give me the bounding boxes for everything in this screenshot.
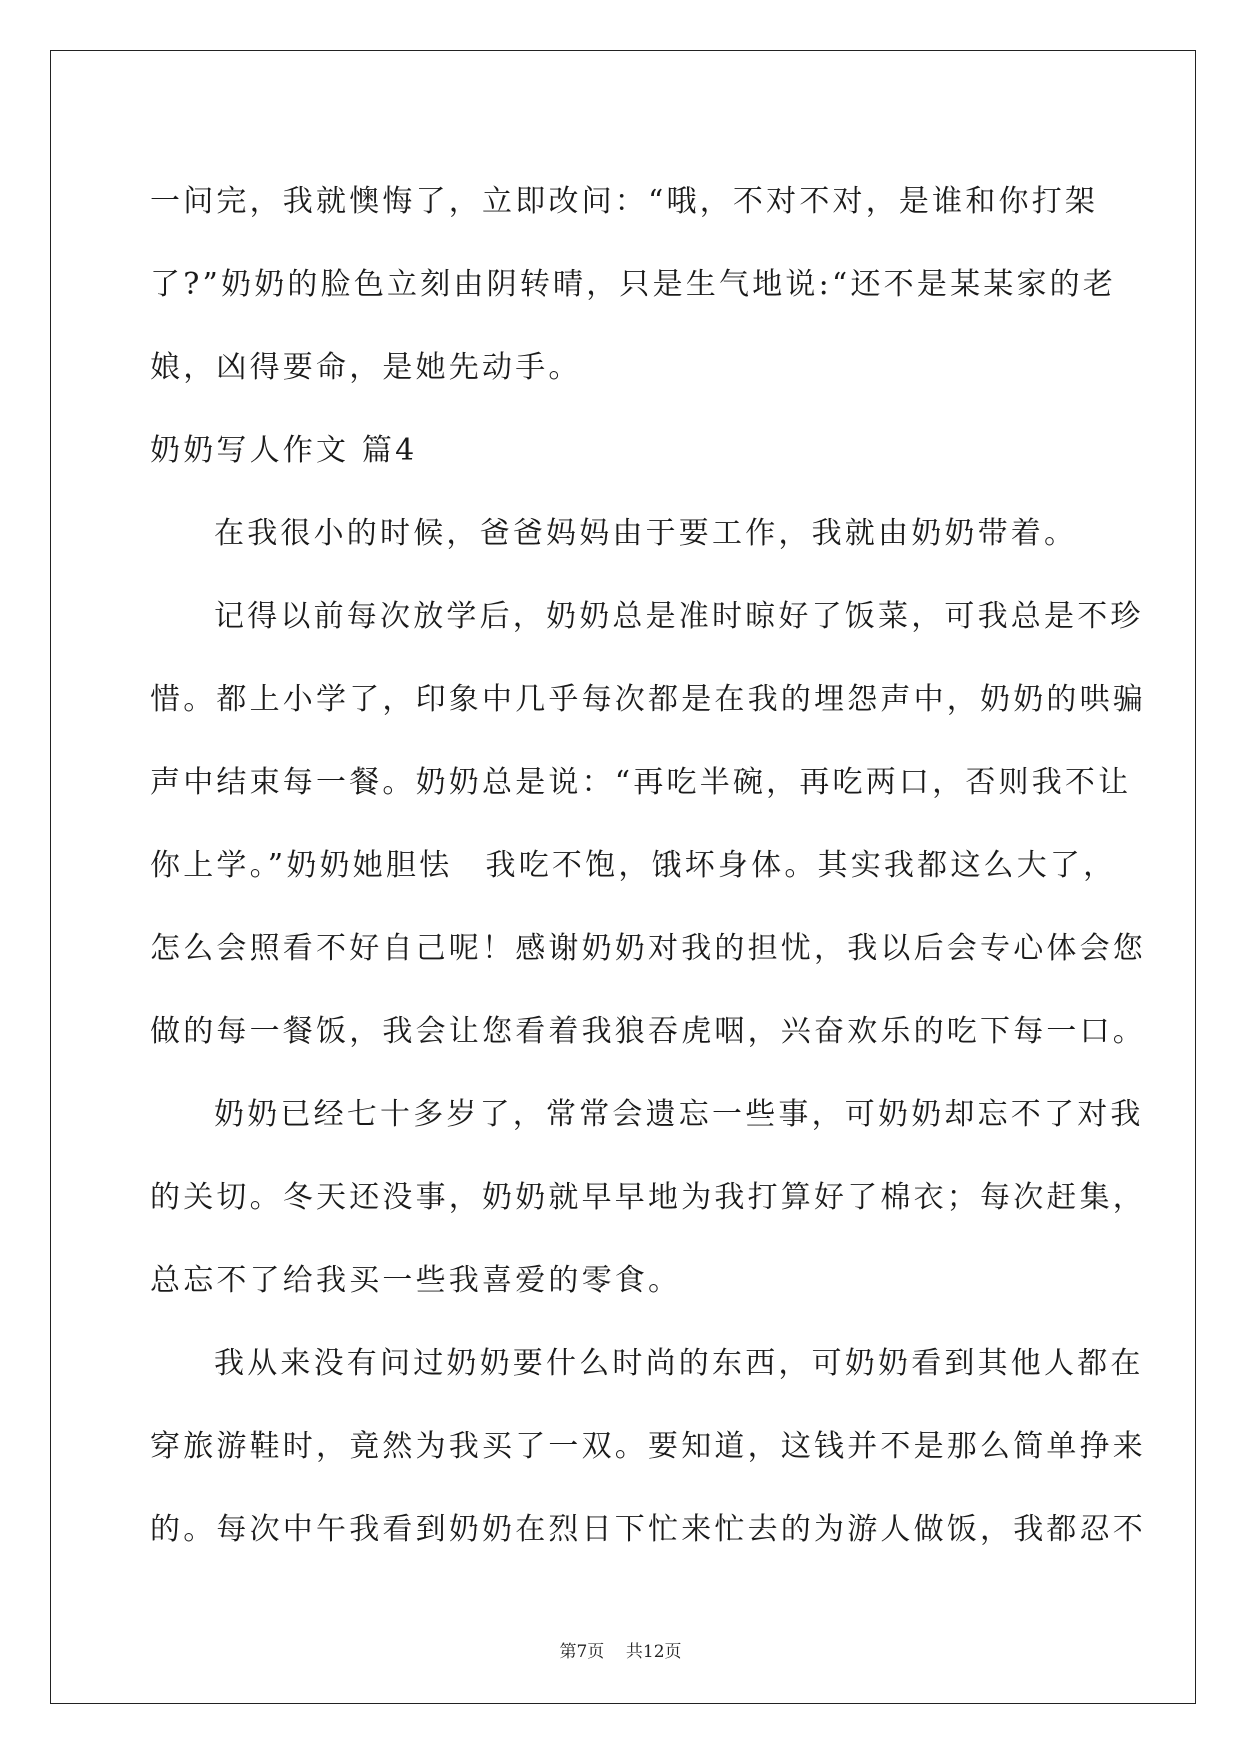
text-line: 记得以前每次放学后，奶奶总是准时晾好了饭菜，可我总是不珍 (214, 599, 1144, 634)
page-number: 第7页 (559, 1642, 605, 1662)
text-line: 你上学。”奶奶她胆怯 我吃不饱，饿坏身体。其实我都这么大了， (150, 848, 1117, 883)
section-heading: 奶奶写人作文 篇4 (150, 433, 418, 468)
text-line: 声中结束每一餐。奶奶总是说：“再吃半碗，再吃两口，否则我不让 (150, 765, 1132, 800)
text-line: 在我很小的时候，爸爸妈妈由于要工作，我就由奶奶带着。 (214, 516, 1078, 551)
text-line: 的。每次中午我看到奶奶在烈日下忙来忙去的为游人做饭，我都忍不 (150, 1512, 1146, 1547)
document-body (150, 160, 1146, 1571)
text-line: 惜。都上小学了，印象中几乎每次都是在我的埋怨声中，奶奶的哄骗 (150, 682, 1146, 717)
text-line: 一问完，我就懊悔了，立即改问：“哦，不对不对，是谁和你打架 (150, 184, 1099, 219)
text-line: 娘，凶得要命，是她先动手。 (150, 350, 582, 385)
text-line: 了?”奶奶的脸色立刻由阴转晴，只是生气地说:“还不是某某家的老 (150, 267, 1117, 302)
text-line: 我从来没有问过奶奶要什么时尚的东西，可奶奶看到其他人都在 (214, 1346, 1144, 1381)
text-line: 总忘不了给我买一些我喜爱的零食。 (150, 1263, 682, 1298)
page-total: 共12页 (625, 1642, 682, 1662)
text-line: 奶奶已经七十多岁了，常常会遗忘一些事，可奶奶却忘不了对我 (214, 1097, 1144, 1132)
text-line: 的关切。冬天还没事，奶奶就早早地为我打算好了棉衣；每次赶集， (150, 1180, 1146, 1215)
text-line: 穿旅游鞋时，竟然为我买了一双。要知道，这钱并不是那么简单挣来 (150, 1429, 1146, 1464)
text-line: 做的每一餐饭，我会让您看着我狼吞虎咽，兴奋欢乐的吃下每一口。 (150, 1014, 1146, 1049)
text-line: 怎么会照看不好自己呢！感谢奶奶对我的担忧，我以后会专心体会您 (150, 931, 1146, 966)
page-footer (0, 1637, 1241, 1662)
